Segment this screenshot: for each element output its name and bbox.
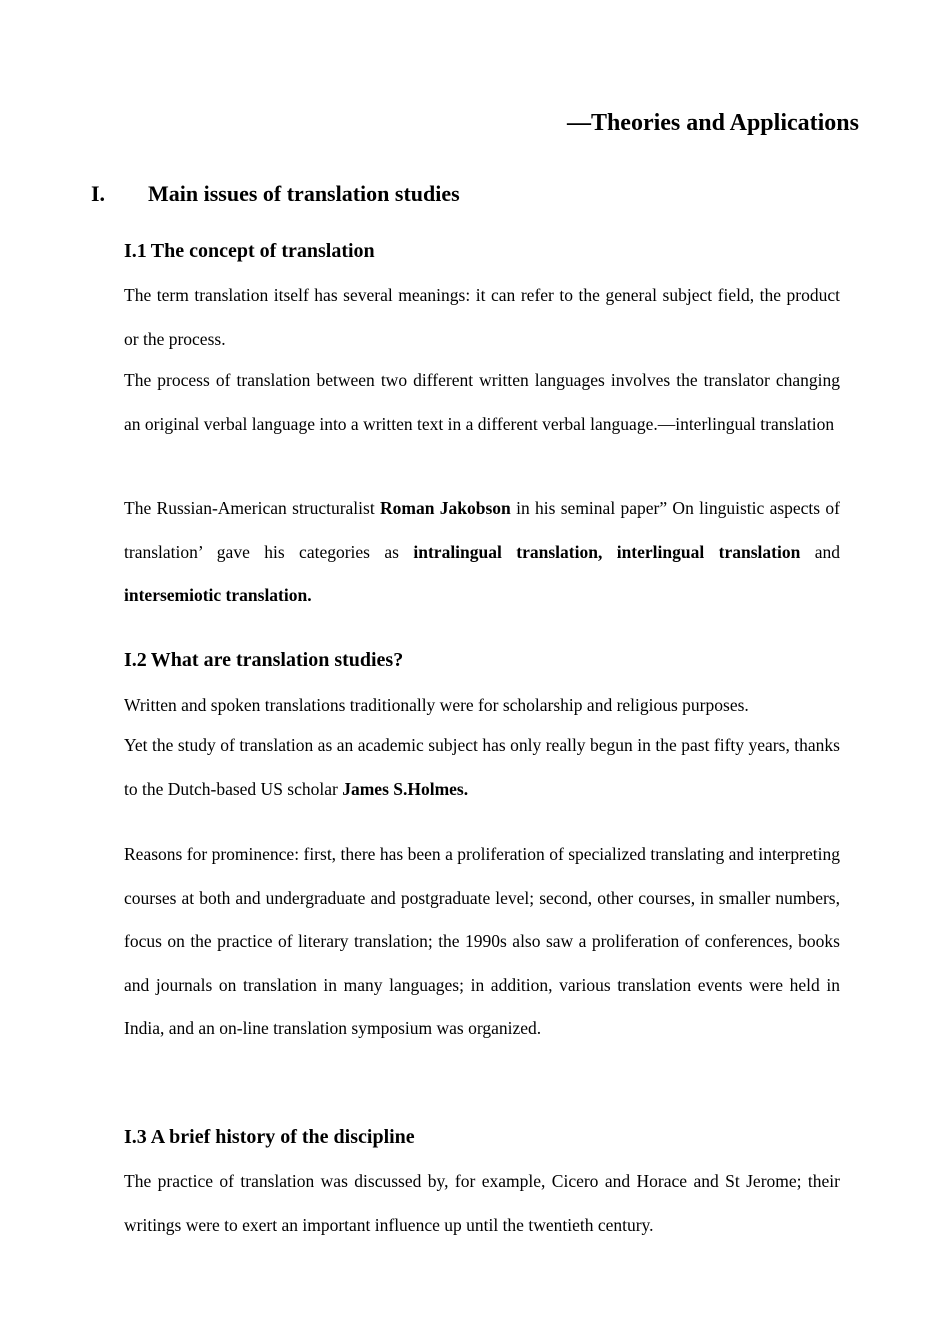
document-subtitle: —Theories and Applications: [566, 110, 859, 136]
paragraph-traditional-purposes: Written and spoken translations traditionally were for scholarship and religious purposes.: [124, 695, 749, 715]
subsection-title: What are translation studies?: [150, 649, 404, 671]
subsection-heading-1-2: [124, 649, 403, 672]
paragraph-academic-subject: [124, 724, 840, 811]
text-run: The Russian-American structuralist: [124, 498, 380, 518]
text-run: Yet the study of translation as an academic subject has only really begun in the past fifty years, thanks to the Dutch-based US scholar: [124, 735, 840, 799]
section-number: I.: [91, 181, 106, 206]
subsection-number: I.2: [124, 649, 147, 671]
paragraph-reasons-prominence: Reasons for prominence: first, there has been a proliferation of specialized translating and interpreting courses at both and undergraduate and postgraduate level; second, other courses, in smaller numbers, focus on the practice of literary translation; the 1990s also saw a proliferation of conferences, books and journals on translation in many languages; in addition, various translation events were held in India, and an on-line translation symposium was organized.: [124, 844, 840, 1038]
paragraph-translation-meanings: The term translation itself has several meanings: it can refer to the general subject field, the product or the process.: [124, 285, 840, 349]
subsection-number: I.1: [124, 240, 147, 262]
subsection-number: I.3: [124, 1126, 147, 1148]
bold-run-jakobson: Roman Jakobson: [380, 498, 511, 518]
paragraph-jakobson: [124, 487, 840, 618]
subsection-heading-1-1: [124, 240, 375, 263]
subsection-title: A brief history of the discipline: [150, 1126, 415, 1148]
section-title: Main issues of translation studies: [148, 181, 460, 206]
text-run: in his seminal paper” On linguistic aspects of translation’ gave his categories as: [124, 498, 840, 562]
section-heading: [91, 181, 460, 207]
subsection-title: The concept of translation: [150, 240, 375, 262]
bold-run-categories: intralingual translation, interlingual translation: [413, 541, 801, 562]
text-run: and: [800, 541, 840, 562]
bold-run-intersemiotic: intersemiotic translation.: [124, 585, 312, 605]
bold-run-holmes: James S.Holmes.: [342, 778, 469, 799]
paragraph-history: The practice of translation was discussed by, for example, Cicero and Horace and St Jerome; their writings were to exert an important influence up until the twentieth century.: [124, 1171, 840, 1235]
subsection-heading-1-3: [124, 1126, 415, 1149]
paragraph-translation-process: The process of translation between two different written languages involves the translator changing an original verbal language into a written text in a different verbal language.—interlingual translation: [124, 370, 840, 434]
